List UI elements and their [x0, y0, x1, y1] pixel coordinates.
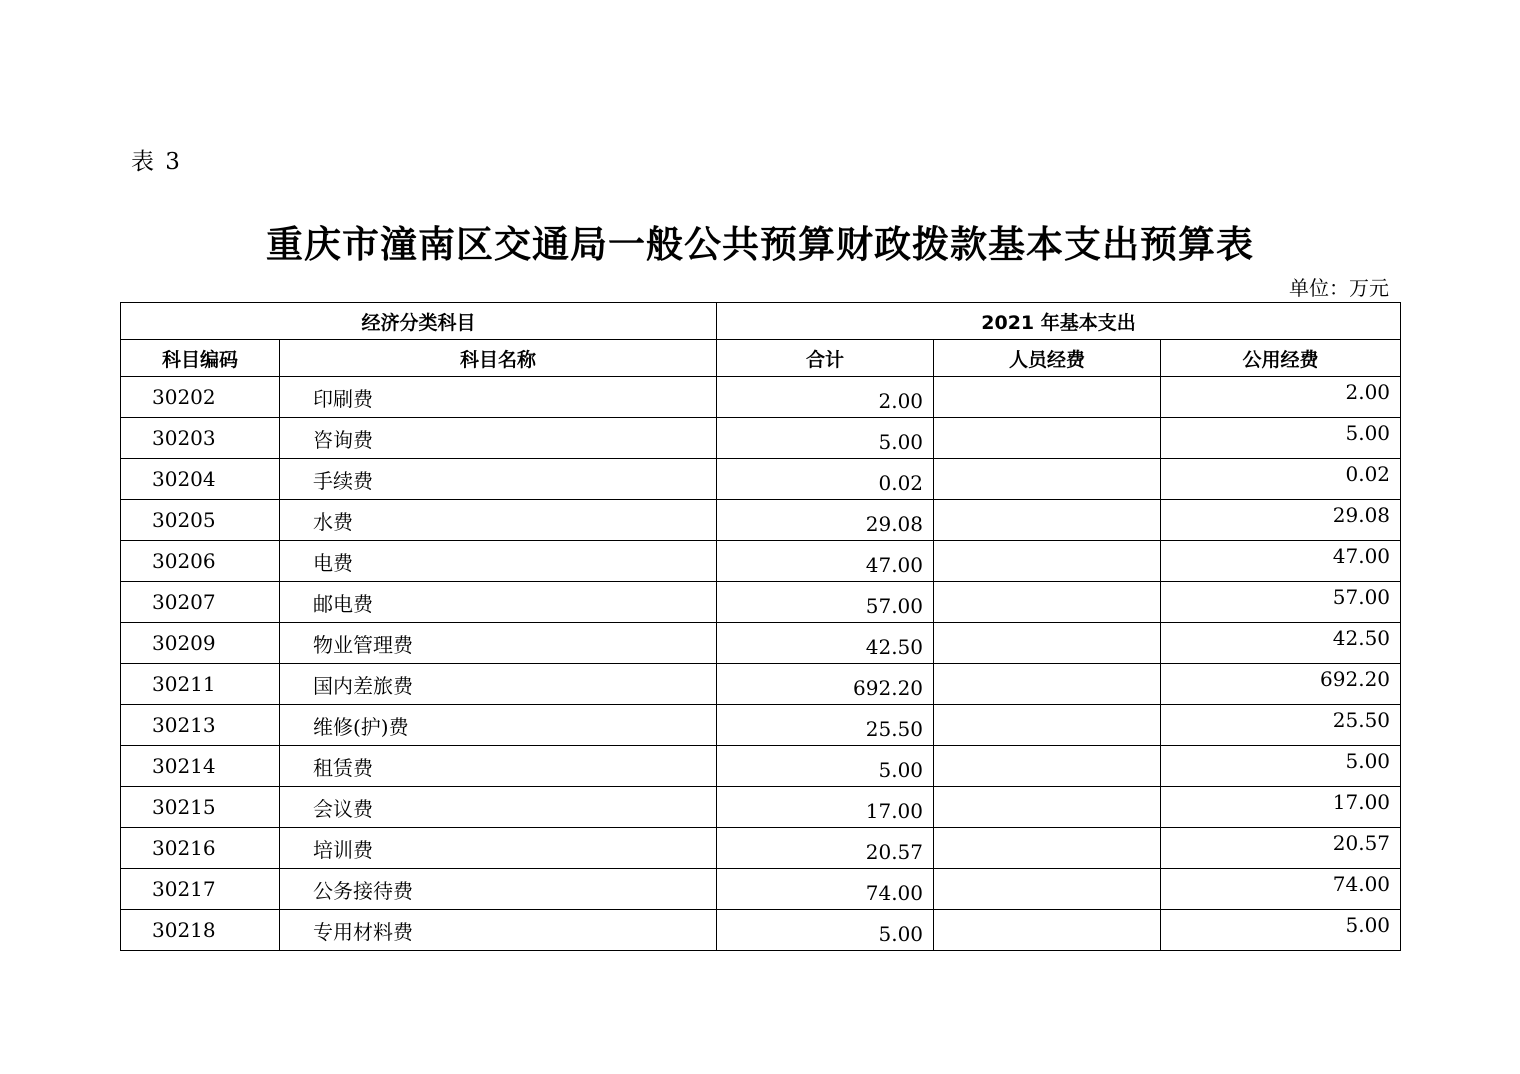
cell-personnel — [934, 910, 1161, 951]
table-body — [121, 377, 1401, 951]
cell-personnel — [934, 746, 1161, 787]
cell-personnel — [934, 541, 1161, 582]
cell-total: 20.57 — [717, 828, 934, 869]
cell-name: 培训费 — [280, 828, 717, 869]
cell-personnel — [934, 623, 1161, 664]
cell-public: 57.00 — [1161, 582, 1401, 623]
cell-total: 42.50 — [717, 623, 934, 664]
cell-code: 30211 — [121, 664, 280, 705]
cell-public: 5.00 — [1161, 746, 1401, 787]
cell-personnel — [934, 377, 1161, 418]
table-row — [121, 500, 1401, 541]
cell-code: 30203 — [121, 418, 280, 459]
table-row — [121, 787, 1401, 828]
cell-personnel — [934, 664, 1161, 705]
header-econ-category: 经济分类科目 — [121, 303, 717, 340]
cell-public: 17.00 — [1161, 787, 1401, 828]
cell-personnel — [934, 828, 1161, 869]
cell-name: 咨询费 — [280, 418, 717, 459]
table-row — [121, 664, 1401, 705]
cell-personnel — [934, 787, 1161, 828]
cell-name: 手续费 — [280, 459, 717, 500]
header-total: 合计 — [717, 340, 934, 377]
cell-name: 专用材料费 — [280, 910, 717, 951]
cell-public: 20.57 — [1161, 828, 1401, 869]
cell-code: 30214 — [121, 746, 280, 787]
column-header-row — [121, 340, 1401, 377]
cell-personnel — [934, 418, 1161, 459]
budget-table — [120, 302, 1401, 951]
cell-total: 17.00 — [717, 787, 934, 828]
table-row — [121, 377, 1401, 418]
table-row — [121, 746, 1401, 787]
table-row — [121, 623, 1401, 664]
table-row — [121, 541, 1401, 582]
cell-code: 30216 — [121, 828, 280, 869]
cell-total: 692.20 — [717, 664, 934, 705]
cell-public: 74.00 — [1161, 869, 1401, 910]
table-row — [121, 582, 1401, 623]
table-row — [121, 705, 1401, 746]
table-row — [121, 459, 1401, 500]
cell-public: 5.00 — [1161, 910, 1401, 951]
cell-total: 5.00 — [717, 746, 934, 787]
cell-name: 维修(护)费 — [280, 705, 717, 746]
cell-name: 会议费 — [280, 787, 717, 828]
cell-personnel — [934, 705, 1161, 746]
cell-total: 0.02 — [717, 459, 934, 500]
cell-total: 5.00 — [717, 418, 934, 459]
cell-total: 29.08 — [717, 500, 934, 541]
table-row — [121, 418, 1401, 459]
table-number-label: 表 3 — [131, 149, 182, 175]
cell-public: 692.20 — [1161, 664, 1401, 705]
cell-code: 30209 — [121, 623, 280, 664]
cell-total: 5.00 — [717, 910, 934, 951]
cell-name: 租赁费 — [280, 746, 717, 787]
page-title: 重庆市潼南区交通局一般公共预算财政拨款基本支出预算表 — [266, 222, 1254, 266]
header-name: 科目名称 — [280, 340, 717, 377]
table-row — [121, 869, 1401, 910]
cell-code: 30202 — [121, 377, 280, 418]
header-personnel: 人员经费 — [934, 340, 1161, 377]
cell-name: 电费 — [280, 541, 717, 582]
cell-total: 2.00 — [717, 377, 934, 418]
cell-personnel — [934, 500, 1161, 541]
group-header-row — [121, 303, 1401, 340]
cell-public: 5.00 — [1161, 418, 1401, 459]
cell-code: 30207 — [121, 582, 280, 623]
cell-code: 30215 — [121, 787, 280, 828]
table-row — [121, 828, 1401, 869]
cell-total: 47.00 — [717, 541, 934, 582]
cell-total: 57.00 — [717, 582, 934, 623]
cell-name: 水费 — [280, 500, 717, 541]
cell-code: 30217 — [121, 869, 280, 910]
cell-name: 印刷费 — [280, 377, 717, 418]
cell-public: 42.50 — [1161, 623, 1401, 664]
table-row — [121, 910, 1401, 951]
cell-name: 国内差旅费 — [280, 664, 717, 705]
cell-public: 29.08 — [1161, 500, 1401, 541]
cell-total: 25.50 — [717, 705, 934, 746]
cell-personnel — [934, 459, 1161, 500]
cell-public: 25.50 — [1161, 705, 1401, 746]
cell-total: 74.00 — [717, 869, 934, 910]
header-public: 公用经费 — [1161, 340, 1401, 377]
cell-public: 47.00 — [1161, 541, 1401, 582]
header-basic-expenditure: 2021 年基本支出 — [717, 303, 1401, 340]
cell-name: 公务接待费 — [280, 869, 717, 910]
cell-public: 0.02 — [1161, 459, 1401, 500]
cell-code: 30218 — [121, 910, 280, 951]
cell-code: 30204 — [121, 459, 280, 500]
header-code: 科目编码 — [121, 340, 280, 377]
cell-public: 2.00 — [1161, 377, 1401, 418]
cell-personnel — [934, 582, 1161, 623]
cell-personnel — [934, 869, 1161, 910]
cell-code: 30205 — [121, 500, 280, 541]
cell-name: 邮电费 — [280, 582, 717, 623]
cell-code: 30213 — [121, 705, 280, 746]
cell-code: 30206 — [121, 541, 280, 582]
unit-label: 单位：万元 — [1289, 276, 1389, 300]
cell-name: 物业管理费 — [280, 623, 717, 664]
